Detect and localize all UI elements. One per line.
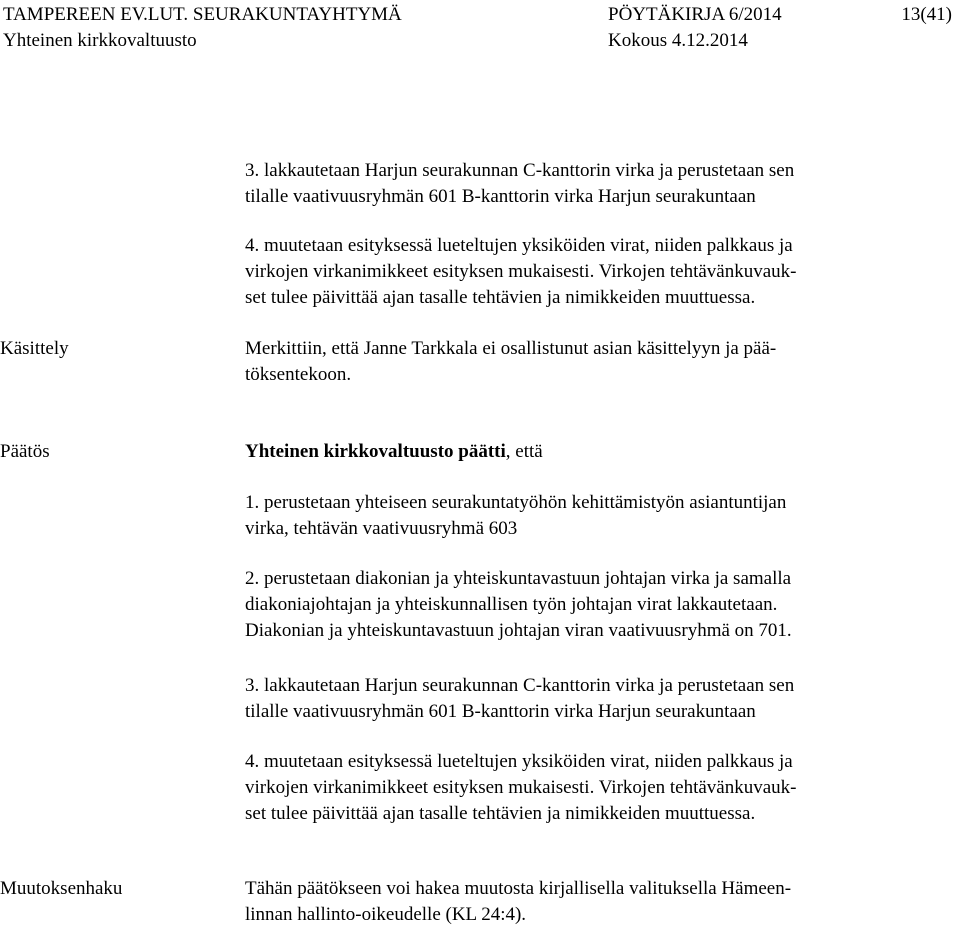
- proposal-item-3: 3. lakkautetaan Harjun seurakunnan C-kanttorin virka ja perustetaan sen tilalle vaativuusryhmän 601 B-kanttorin virka Harjun seurakuntaan: [245, 160, 795, 207]
- document-type: PÖYTÄKIRJA 6/2014: [608, 4, 782, 25]
- decision-item-4: 4. muutetaan esityksessä lueteltujen yksiköiden virat, niiden palkkaus ja virkojen virkanimikkeet esityksen mukaisesti. Virkojen tehtävänkuvauk- set tulee päivittää ajan tasalle tehtävien ja nimikkeiden muuttuessa.: [245, 751, 797, 824]
- decision-item-1: 1. perustetaan yhteiseen seurakuntatyöhön kehittämistyön asiantuntijan virka, tehtävän vaativuusryhmä 603: [245, 492, 787, 539]
- body-name: Yhteinen kirkkovaltuusto: [3, 30, 197, 51]
- kasittely-label: Käsittely: [0, 338, 69, 359]
- muutoksenhaku-label: Muutoksenhaku: [0, 878, 123, 899]
- muutoksenhaku-text: Tähän päätökseen voi hakea muutosta kirjallisella valituksella Hämeen- linnan hallinto-oikeudelle (KL 24:4).: [245, 878, 792, 925]
- organization-name: TAMPEREEN EV.LUT. SEURAKUNTAYHTYMÄ: [3, 4, 402, 25]
- paatos-intro-rest: , että: [505, 441, 543, 462]
- decision-item-2: 2. perustetaan diakonian ja yhteiskuntavastuun johtajan virka ja samalla diakoniajohtajan ja yhteiskunnallisen työn johtajan virat lakkautetaan. Diakonian ja yhteiskuntavastuun johtajan viran vaativuusryhmä on 701.: [245, 568, 792, 641]
- decision-item-3: 3. lakkautetaan Harjun seurakunnan C-kanttorin virka ja perustetaan sen tilalle vaativuusryhmän 601 B-kanttorin virka Harjun seurakuntaan: [245, 675, 795, 722]
- proposal-item-4: 4. muutetaan esityksessä lueteltujen yksiköiden virat, niiden palkkaus ja virkojen virkanimikkeet esityksen mukaisesti. Virkojen tehtävänkuvauk- set tulee päivittää ajan tasalle tehtävien ja nimikkeiden muuttuessa.: [245, 235, 797, 308]
- kasittely-text: Merkittiin, että Janne Tarkkala ei osallistunut asian käsittelyyn ja pää- töksentekoon.: [245, 338, 777, 385]
- paatos-intro: [245, 439, 945, 465]
- page-number: 13(41): [901, 4, 952, 25]
- paatos-intro-bold: Yhteinen kirkkovaltuusto päätti: [245, 441, 506, 462]
- meeting-date: Kokous 4.12.2014: [608, 30, 748, 51]
- paatos-label: Päätös: [0, 441, 50, 462]
